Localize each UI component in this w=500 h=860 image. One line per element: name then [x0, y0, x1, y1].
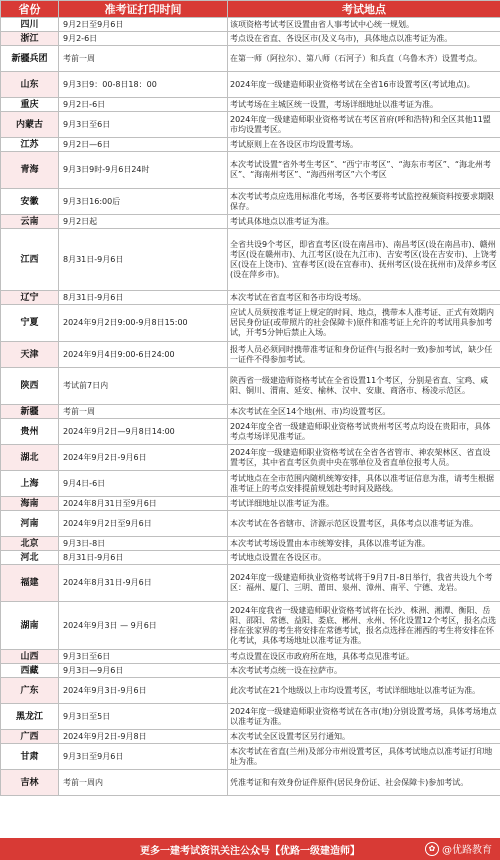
province-cell: 广西 [1, 730, 59, 744]
province-cell: 上海 [1, 471, 59, 497]
location-cell: 该项资格考试考区设置由省人事考试中心统一规划。 [228, 18, 500, 32]
table-row [1, 138, 500, 152]
time-cell: 9月3日9时-9月6日24时 [59, 152, 228, 189]
table-row [1, 445, 500, 471]
location-cell: 全省共设9个考区，即省直考区(设在南昌市)、南昌考区(设在南昌市)、赣州考区(设在赣州市)、九江考区(设在九江市)、吉安考区(设在吉安市)、上饶考区(设在上饶市)、宜春考区(设在宜春市)、抚州考区(设在抚州市)及萍乡考区(设在萍乡市)。 [228, 229, 500, 291]
location-cell: 考试地点在全市范围内随机统筹安排，具体以准考证信息为准，请考生根据准考证上的考点安排提前规划赴考时间及路线。 [228, 471, 500, 497]
time-cell: 9月3日9：00-8日18：00 [59, 72, 228, 98]
time-cell: 8月31日-9月6日 [59, 229, 228, 291]
table-row [1, 112, 500, 138]
time-cell: 8月31日-9月6日 [59, 551, 228, 565]
location-cell: 2024年度一级建造师执业资格考试将于9月7日-8日举行，我省共设九个考区：福州、厦门、三明、莆田、泉州、漳州、南平、宁德、龙岩。 [228, 565, 500, 602]
watermark-text: @优路教育 [442, 845, 492, 856]
time-cell: 2024年9月3日-9月6日 [59, 678, 228, 704]
location-cell: 2024年度一级建造师职业资格考试在全省16市设置考区(考试地点)。 [228, 72, 500, 98]
table-row [1, 678, 500, 704]
province-cell: 西藏 [1, 664, 59, 678]
province-cell: 四川 [1, 18, 59, 32]
province-cell: 河北 [1, 551, 59, 565]
time-cell: 9月3日至6日 [59, 112, 228, 138]
location-cell: 2024年度一级建造师职业资格考试在考区首府(呼和浩特)和全区其他11盟市均设置考区。 [228, 112, 500, 138]
table-row [1, 342, 500, 368]
province-cell: 黑龙江 [1, 704, 59, 730]
table-row [1, 664, 500, 678]
time-cell: 2024年9月3日 — 9月6日 [59, 602, 228, 650]
watermark [425, 841, 492, 856]
header-time: 准考证打印时间 [59, 1, 228, 18]
table-row [1, 602, 500, 650]
time-cell: 2024年9月2日至9月6日 [59, 511, 228, 537]
province-cell: 青海 [1, 152, 59, 189]
province-cell: 新疆 [1, 405, 59, 419]
province-cell: 江苏 [1, 138, 59, 152]
location-cell: 2024年度全省一级建造师职业资格考试贵州考区考点均设在贵阳市，具体考点考场详见准考证。 [228, 419, 500, 445]
location-cell: 本次考试全区设置考区另行通知。 [228, 730, 500, 744]
province-cell: 内蒙古 [1, 112, 59, 138]
time-cell: 考前一周 [59, 46, 228, 72]
province-cell: 海南 [1, 497, 59, 511]
province-cell: 吉林 [1, 770, 59, 796]
province-cell: 河南 [1, 511, 59, 537]
province-cell: 山西 [1, 650, 59, 664]
time-cell: 9月3日—9月6日 [59, 664, 228, 678]
province-cell: 新疆兵团 [1, 46, 59, 72]
header-location: 考试地点 [228, 1, 500, 18]
province-cell: 甘肃 [1, 744, 59, 770]
location-cell: 考点设在省直、各设区市(及义乌市)，具体地点以准考证为准。 [228, 32, 500, 46]
table-row [1, 537, 500, 551]
location-cell: 本次考试考场设置由本市统筹安排，具体以准考证为准。 [228, 537, 500, 551]
time-cell: 9月2日起 [59, 215, 228, 229]
location-cell: 考试具体地点以准考证为准。 [228, 215, 500, 229]
location-cell: 考试地点设置在各设区市。 [228, 551, 500, 565]
location-cell: 凭准考证和有效身份证件原件(居民身份证、社会保障卡)参加考试。 [228, 770, 500, 796]
time-cell: 9月2日至9月6日 [59, 18, 228, 32]
time-cell: 2024年8月31日至9月6日 [59, 497, 228, 511]
time-cell: 9月3日至5日 [59, 704, 228, 730]
table-row [1, 770, 500, 796]
province-cell: 宁夏 [1, 305, 59, 342]
time-cell: 2024年9月2日-9月8日 [59, 730, 228, 744]
location-cell: 2024年度我省一级建造师职业资格考试将在长沙、株洲、湘潭、衡阳、岳阳、邵阳、常德、益阳、娄底、郴州、永州、怀化设置12个考区，报名点选择在张家界的考生将安排在常德考试，报名点选择在湘西的考生将安排在怀化考试，具体考场地址以准考证为准。 [228, 602, 500, 650]
time-cell: 9月2日—6日 [59, 138, 228, 152]
time-cell: 2024年9月4日9:00-6日24:00 [59, 342, 228, 368]
time-cell: 9月3日16:00后 [59, 189, 228, 215]
location-cell: 陕西省一级建造师资格考试在全省设置11个考区，分别是省直、宝鸡、咸阳、铜川、渭南、延安、榆林、汉中、安康、商洛市、杨凌示范区。 [228, 368, 500, 405]
location-cell: 本次考试在各省辖市、济源示范区设置考区，具体考点以准考证为准。 [228, 511, 500, 537]
province-cell: 福建 [1, 565, 59, 602]
table-row [1, 46, 500, 72]
table-row [1, 405, 500, 419]
province-cell: 云南 [1, 215, 59, 229]
table-row [1, 229, 500, 291]
table-row [1, 72, 500, 98]
time-cell: 2024年9月2日9:00-9月8日15:00 [59, 305, 228, 342]
location-cell: 在第一师（阿拉尔）、第八师（石河子）和兵直（乌鲁木齐）设置考点。 [228, 46, 500, 72]
table-row [1, 551, 500, 565]
table-row [1, 497, 500, 511]
province-cell: 陕西 [1, 368, 59, 405]
table-row [1, 305, 500, 342]
time-cell: 9月3日至9月6日 [59, 744, 228, 770]
province-cell: 广东 [1, 678, 59, 704]
table-row [1, 215, 500, 229]
location-cell: 考试详细地址以准考证为准。 [228, 497, 500, 511]
table-row [1, 152, 500, 189]
location-cell: 考试考场在主城区统一设置，考场详细地址以准考证为准。 [228, 98, 500, 112]
time-cell: 考前一周内 [59, 770, 228, 796]
table-row [1, 471, 500, 497]
province-cell: 北京 [1, 537, 59, 551]
header-province: 省份 [1, 1, 59, 18]
table-body [1, 18, 500, 796]
location-cell: 2024年度一级建造师职业资格考试在各市(地)分别设置考场，具体考场地点以准考证为准。 [228, 704, 500, 730]
location-cell: 本次考试在省直(兰州)及部分市州设置考区，具体考试地点以准考证打印地址为准。 [228, 744, 500, 770]
location-cell: 考点设置在设区市政府所在地，具体考点见准考证。 [228, 650, 500, 664]
province-cell: 湖北 [1, 445, 59, 471]
location-cell: 本次考试考点应选用标准化考场，各考区要将考试监控视频资料按要求期限保存。 [228, 189, 500, 215]
province-cell: 山东 [1, 72, 59, 98]
location-cell: 本次考试设置“省外考生考区”、“西宁市考区”、“海东市考区”、“海北州考区”、“海南州考区”、“海西州考区”六个考区 [228, 152, 500, 189]
province-cell: 安徽 [1, 189, 59, 215]
time-cell: 9月3日至6日 [59, 650, 228, 664]
location-cell: 本次考试在省直考区和各市均设考场。 [228, 291, 500, 305]
table-row [1, 565, 500, 602]
province-cell: 重庆 [1, 98, 59, 112]
table-row [1, 291, 500, 305]
table-row [1, 189, 500, 215]
location-cell: 考试原则上在各设区市均设置考场。 [228, 138, 500, 152]
table-row [1, 98, 500, 112]
table-row [1, 419, 500, 445]
province-cell: 天津 [1, 342, 59, 368]
time-cell: 2024年8月31日-9月6日 [59, 565, 228, 602]
time-cell: 2024年9月2日-9月6日 [59, 445, 228, 471]
time-cell: 9月2-6日 [59, 32, 228, 46]
table-row [1, 744, 500, 770]
location-cell: 应试人员须按准考证上规定的时间、地点，携带本人准考证、正式有效期内居民身份证(或带照片的社会保障卡)原件和准考证上允许的考试用具参加考试，开考5分钟后禁止入场。 [228, 305, 500, 342]
time-cell: 8月31日-9月6日 [59, 291, 228, 305]
table-row [1, 511, 500, 537]
time-cell: 2024年9月2日—9月8日14:00 [59, 419, 228, 445]
table-row [1, 18, 500, 32]
province-cell: 贵州 [1, 419, 59, 445]
location-cell: 本次考试考点统一设在拉萨市。 [228, 664, 500, 678]
footer-text: 更多一建考试资讯关注公众号【优路一级建造师】 [140, 845, 360, 857]
time-cell: 9月2日-6日 [59, 98, 228, 112]
province-cell: 江西 [1, 229, 59, 291]
location-cell: 本次考试在全区14个地(州、市)均设置考区。 [228, 405, 500, 419]
location-cell: 此次考试在21个地级以上市均设置考区，考试详细地址以准考证为准。 [228, 678, 500, 704]
table-row [1, 704, 500, 730]
province-cell: 浙江 [1, 32, 59, 46]
table-row [1, 730, 500, 744]
time-cell: 考前一周 [59, 405, 228, 419]
table-row [1, 368, 500, 405]
province-cell: 辽宁 [1, 291, 59, 305]
header-row [1, 1, 500, 18]
time-cell: 9月3日-8日 [59, 537, 228, 551]
paw-icon: ✿ [425, 842, 439, 856]
location-cell: 报考人员必须同时携带准考证和身份证件(与报名时一致)参加考试，缺少任一证件不得参加考试。 [228, 342, 500, 368]
table-row [1, 650, 500, 664]
table-row [1, 32, 500, 46]
time-cell: 考试前7日内 [59, 368, 228, 405]
location-cell: 2024年度一级建造师职业资格考试在全省各省管市、神农架林区、省直设置考区，其中省直考区负责中央在鄂单位及省直单位报考人员。 [228, 445, 500, 471]
time-cell: 9月4日-6日 [59, 471, 228, 497]
province-cell: 湖南 [1, 602, 59, 650]
